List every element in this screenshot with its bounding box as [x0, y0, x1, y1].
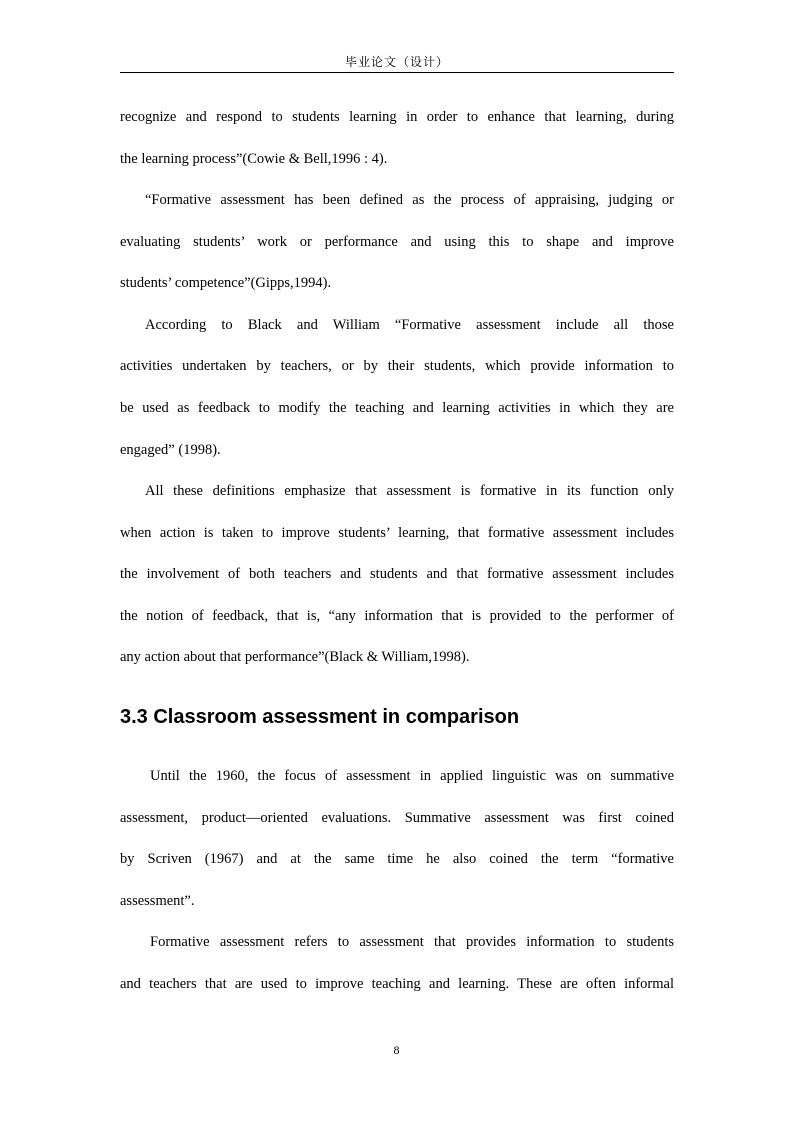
section-line: Until the 1960, the focus of assessment in applied linguistic was on summative [150, 768, 674, 784]
section-line: assessment”. [120, 893, 195, 909]
section-line: and teachers that are used to improve teaching and learning. These are often informal [120, 976, 674, 992]
page-number: 8 [393, 1043, 400, 1057]
body-line: “Formative assessment has been defined as the process of appraising, judging or [145, 192, 674, 208]
body-line: According to Black and William “Formative assessment include all those [145, 317, 674, 333]
header-rule [120, 72, 674, 73]
body-line: the learning process”(Cowie & Bell,1996 : 4). [120, 151, 388, 167]
section-heading: 3.3 Classroom assessment in comparison [120, 706, 520, 728]
body-line: when action is taken to improve students’ learning, that formative assessment includes [120, 525, 674, 541]
section-line: by Scriven (1967) and at the same time he also coined the term “formative [120, 851, 674, 867]
body-line: All these definitions emphasize that assessment is formative in its function only [145, 483, 674, 499]
section-line: assessment, product—oriented evaluations. Summative assessment was first coined [120, 810, 674, 826]
body-line: the notion of feedback, that is, “any information that is provided to the performer of [120, 608, 674, 624]
body-line: any action about that performance”(Black & William,1998). [120, 649, 470, 665]
body-line: engaged” (1998). [120, 442, 221, 458]
body-line: evaluating students’ work or performance and using this to shape and improve [120, 234, 674, 250]
body-line: be used as feedback to modify the teaching and learning activities in which they are [120, 400, 674, 416]
body-line: the involvement of both teachers and students and that formative assessment includes [120, 566, 674, 582]
body-line: recognize and respond to students learning in order to enhance that learning, during [120, 109, 674, 125]
section-line: Formative assessment refers to assessment that provides information to students [150, 934, 674, 950]
body-line: activities undertaken by teachers, or by their students, which provide information to [120, 358, 674, 374]
header-title: 毕业论文（设计） [344, 55, 449, 69]
body-line: students’ competence”(Gipps,1994). [120, 275, 332, 291]
